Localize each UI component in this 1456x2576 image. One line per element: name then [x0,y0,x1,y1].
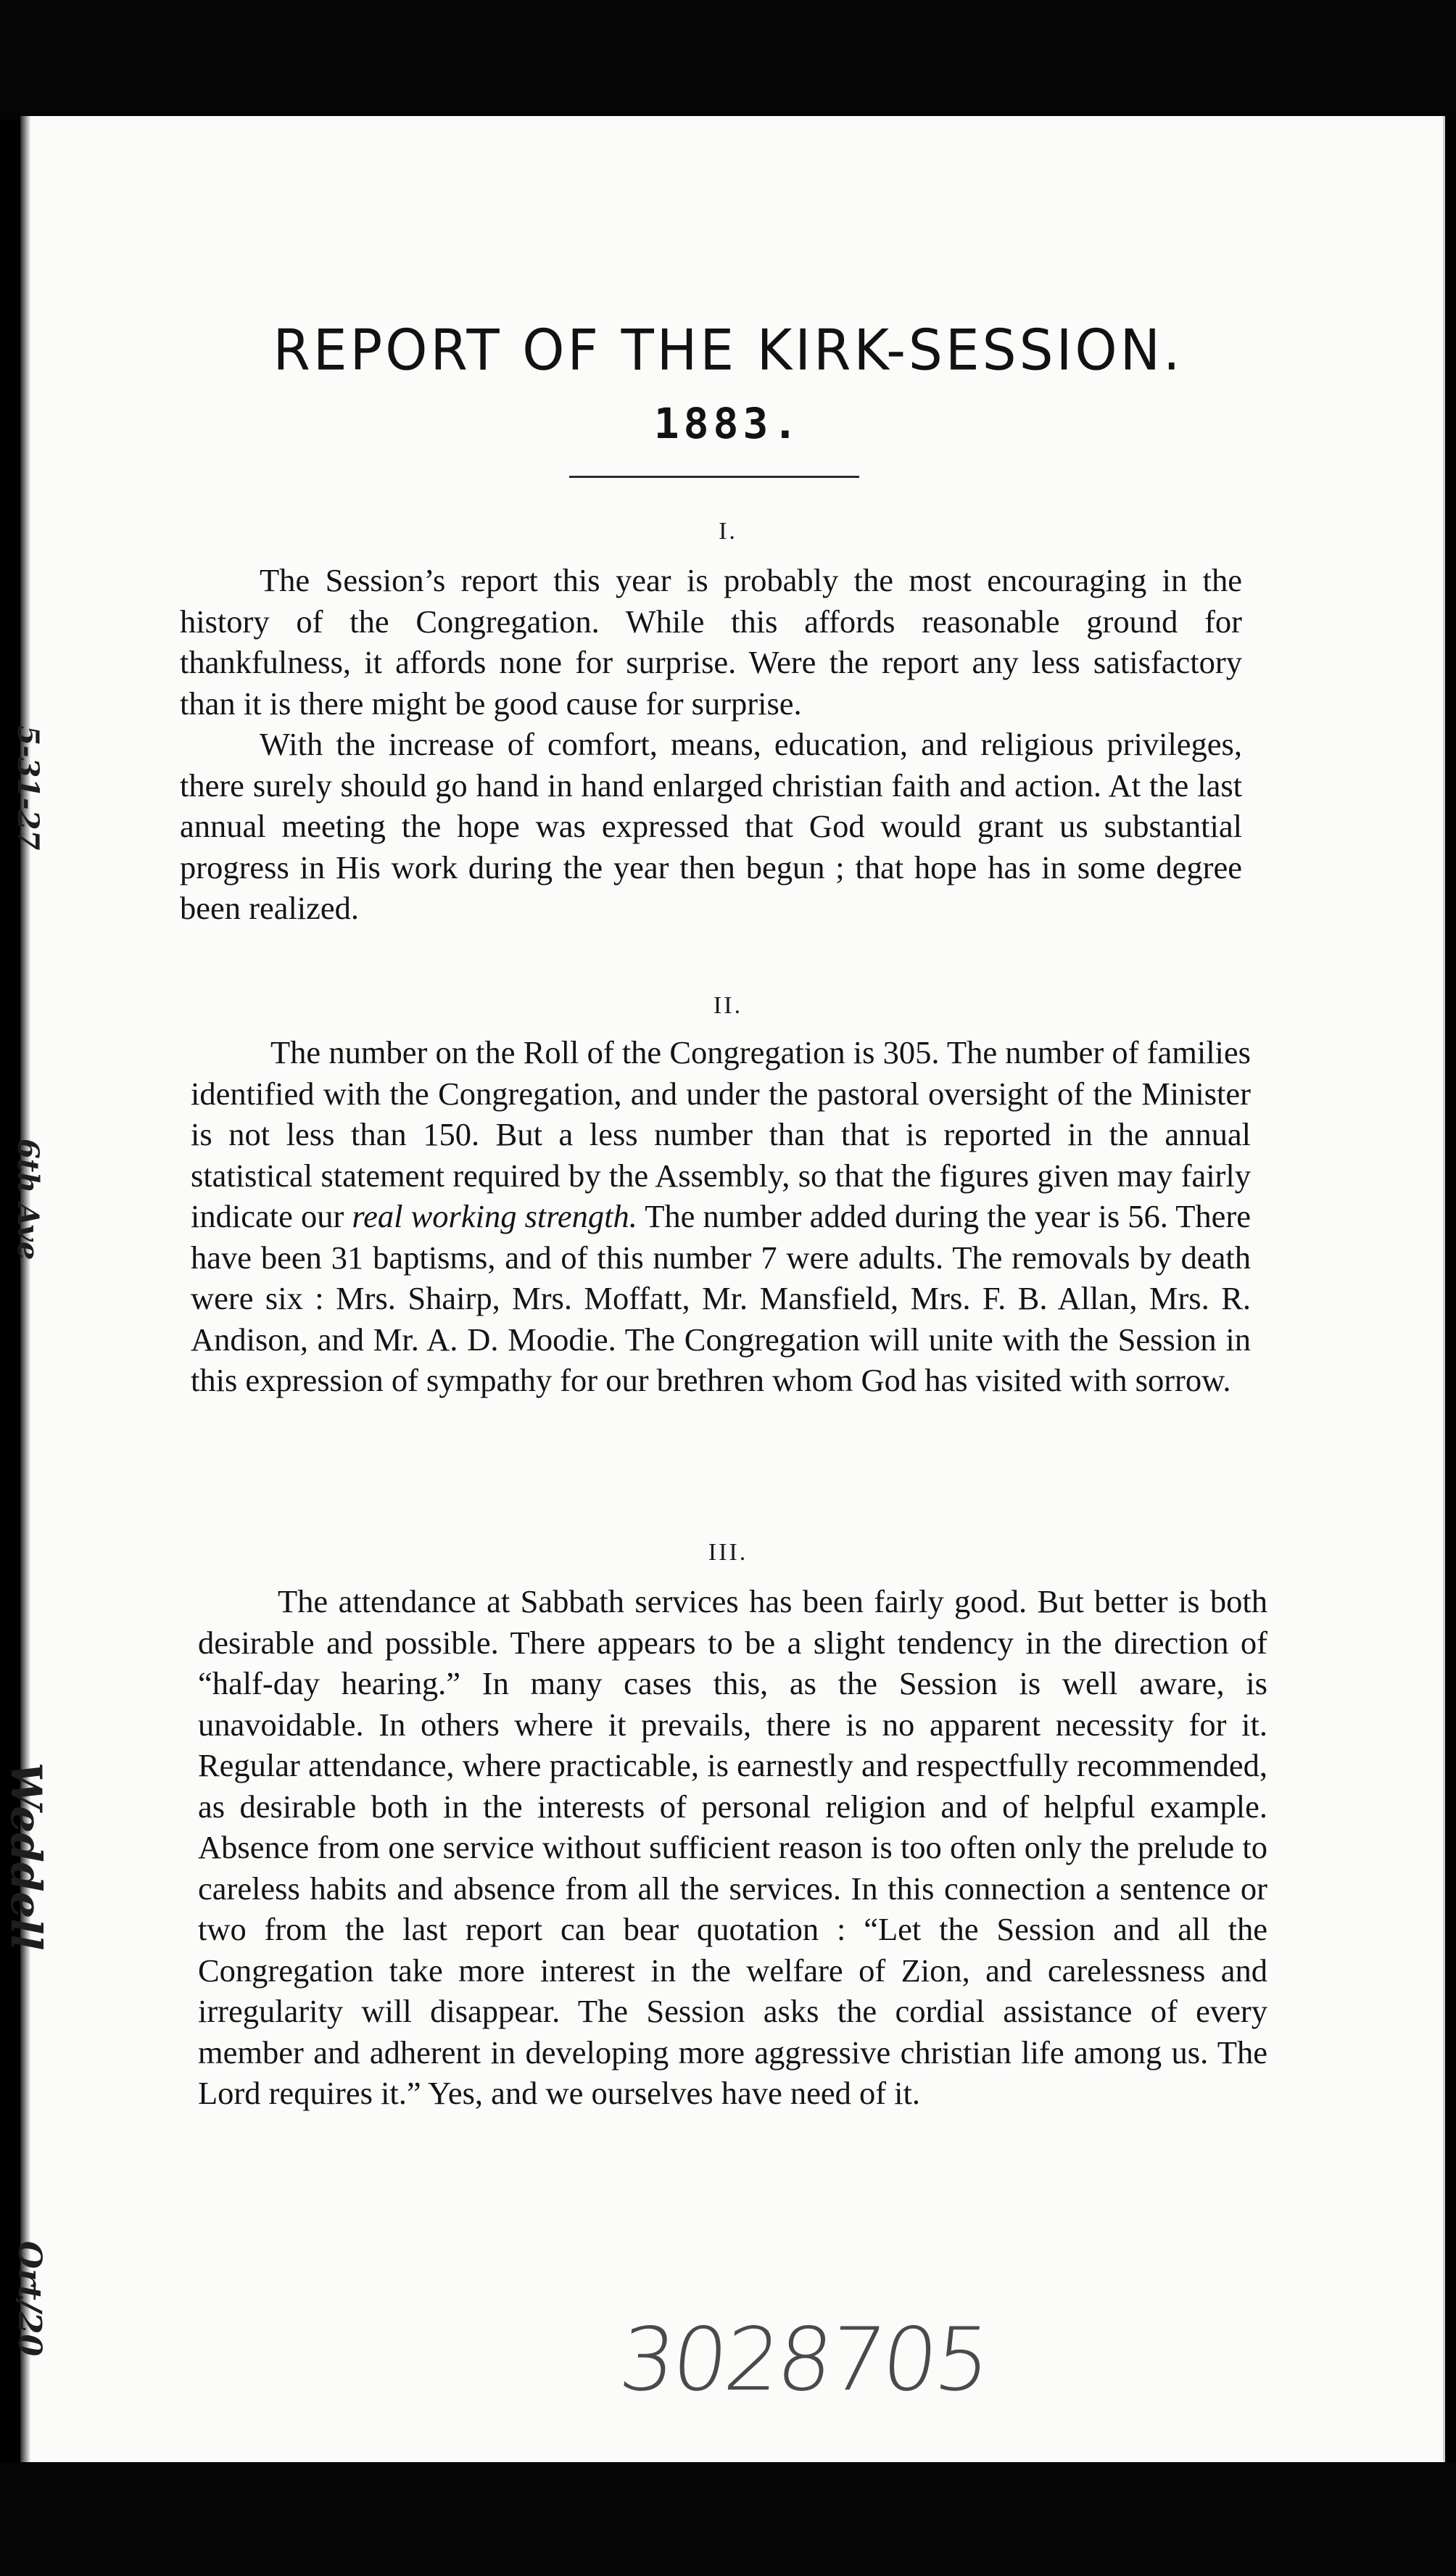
section-3-paragraph: The attendance at Sabbath services has been fairly good. But better is both desirable and possible. There appears to be a slight tendency in the direction of “half-day hearing.” In many cases this, as the Session is well aware, is unavoidable. In others where it prevails, there is no apparent necessity for it. Regular attendance, where practicable, is earnestly and respectfully recommended, as desirable both in the interests of personal religion and of helpful example. Absence from one service without sufficient reason is too often only the prelude to careless habits and absence from all the services. In this connection a sentence or two from the last report can bear quotation : “Let the Session and all the Congregation take more interest in the welfare of Zion, and carelessness and irregularity will disappear. The Session asks the cordial assistance of every member and adherent in developing more aggressive christian life among us. The Lord requires it.” Yes, and we ourselves have need of it. [198,1583,1267,2111]
handwritten-stamp-number: 3028705 [614,2310,993,2411]
section-2-text-before: The number on the Roll of the Congregation is 305. The number of families identified with the Congregation, and under the pastoral oversight of the Minister is not less than 150. But a less number than that is reported in the annual statistical statement required by the Assembly, so that the figures given may fairly indicate our [191,1034,1251,1234]
scan-border-bottom [0,2462,1456,2576]
section-2-paragraph [191,1032,1251,1401]
scan-border-top [0,0,1456,120]
section-2-text-after: The number added during the year is 56. There have been 31 baptisms, and of this number 7 were adults. The removals by death were six : Mrs. Shairp, Mrs. Moffatt, Mr. Mansfield, Mrs. F. B. Allan, Mrs. R. Andison, and Mr. A. D. Moodie. The Congregation will unite with the Session in this expression of sympathy for our brethren whom God has visited with sorrow. [191,1198,1251,1398]
section-numeral-1: I. [719,518,737,545]
report-year: 1883. [653,399,803,448]
section-numeral-2: II. [713,992,743,1019]
section-1-body [180,560,1242,929]
section-1-paragraph-1: The Session’s report this year is probably the most encouraging in the history of the Congregation. While this affords reasonable ground for thankfulness, it affords none for surprise. Were the report any less satisfactory than it is there might be good cause for surprise. [180,562,1242,722]
title-divider [569,476,859,478]
report-title: REPORT OF THE KIRK-SESSION. [273,317,1183,384]
section-3-body [198,1581,1267,2114]
margin-annotation: Ort/20 [11,2241,48,2357]
margin-annotation: Weddell [1,1762,51,1951]
margin-annotation: 5-31-27 [11,725,45,851]
section-numeral-3: III. [708,1539,748,1566]
section-1-paragraph-2: With the increase of comfort, means, education, and religious privileges, there surely should go hand in hand enlarged christian faith and action. At the last annual meeting the hope was expressed that God would grant us substantial progress in His work during the year then begun ; that hope has in some degree been realized. [180,726,1242,926]
page-binding-edge [20,116,30,2462]
section-2-body [191,1032,1251,1401]
section-2-emphasis: real working strength. [352,1198,637,1234]
margin-annotation: 6th Ave [11,1139,45,1260]
